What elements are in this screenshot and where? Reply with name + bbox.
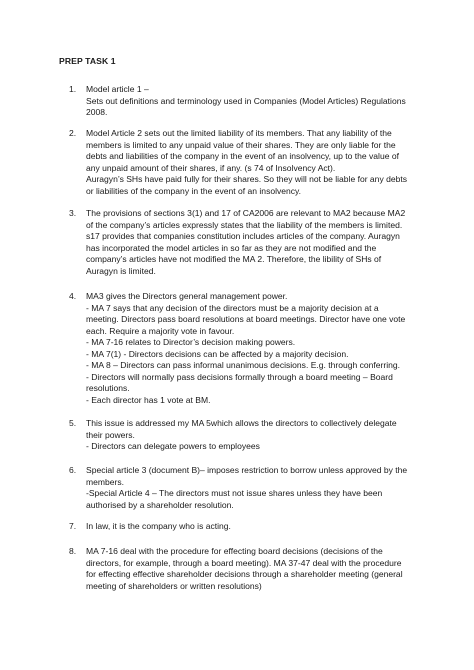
list-item-6 (59, 465, 431, 511)
item-line: or liabilities of the company in the event of an insolvency. (86, 185, 302, 196)
item-number: 5. (69, 418, 77, 428)
item-line: of the company’s articles expressly states that the liability of the members is limited. (86, 219, 403, 230)
item-line: Sets out definitions and terminology used in Companies (Model Articles) Regulations (86, 95, 406, 106)
item-line: directors, for example, through a board meeting). MA 37-47 deal with the procedure (86, 557, 402, 568)
item-line: -Special Article 4 – The directors must not issue shares unless they have been (86, 488, 383, 498)
page-title: PREP TASK 1 (59, 56, 116, 66)
item-number: 4. (69, 291, 77, 301)
item-line: authorised by a shareholder resolution. (86, 499, 234, 510)
item-line: - MA 8 – Directors can pass informal unanimous decisions. E.g. through conferring. (86, 360, 401, 370)
item-line: Auragyn is limited. (86, 265, 156, 276)
item-line: Model article 1 – (86, 84, 149, 94)
item-line: resolutions. (86, 383, 130, 393)
item-line: - MA 7 says that any decision of the directors must be a majority decision at a (86, 302, 379, 313)
item-line: - MA 7-16 relates to Director’s decision making powers. (86, 337, 296, 347)
item-line: has incorporated the model articles in so far as they are not modified and the (86, 242, 377, 253)
item-body (86, 84, 431, 119)
item-number: 6. (69, 465, 77, 475)
item-number: 1. (69, 84, 77, 94)
item-line: company’s articles have not modified the MA 2. Therefore, the libility of SHs of (86, 254, 382, 264)
item-line: MA3 gives the Directors general management power. (86, 291, 288, 301)
item-body (86, 521, 431, 533)
item-line: members is limited to any unpaid value of their shares. They are only liable for the (86, 139, 396, 150)
item-line: The provisions of sections 3(1) and 17 of CA2006 are relevant to MA2 because MA2 (86, 208, 406, 218)
item-line: members. (86, 476, 124, 487)
item-line: their powers. (86, 429, 135, 440)
item-line: each. Require a majority vote in favour. (86, 325, 235, 336)
item-line: debts and liabilities of the company in the event of an insolvency, up to the value of (86, 151, 399, 161)
item-line: 2008. (86, 107, 108, 117)
item-number: 7. (69, 521, 77, 531)
item-number: 3. (69, 208, 77, 218)
item-line: - MA 7(1) - Directors decisions can be affected by a majority decision. (86, 348, 349, 359)
item-body (86, 465, 431, 511)
item-line: - Directors will normally pass decisions formally through a board meeting – Board (86, 371, 393, 382)
item-line: In law, it is the company who is acting. (86, 521, 231, 531)
list-item-7 (59, 521, 431, 533)
item-line: meeting of shareholders or written resolutions) (86, 580, 262, 591)
item-line: MA 7-16 deal with the procedure for effecting board decisions (decisions of the (86, 546, 383, 556)
item-line: Special article 3 (document B)– imposes restriction to borrow unless approved by the (86, 465, 408, 475)
item-line: - Each director has 1 vote at BM. (86, 394, 211, 405)
item-line: any unpaid amount of their shares, if any. (s 74 of Insolvency Act). (86, 162, 336, 173)
list-item-1 (59, 84, 431, 119)
item-line: s17 provides that companies constitution includes articles of the company. Auragyn (86, 231, 400, 241)
list-item-5 (59, 418, 431, 453)
item-number: 8. (69, 546, 77, 556)
list-item-8 (59, 546, 431, 592)
item-body (86, 291, 431, 406)
item-line: This issue is addressed my MA 5which allows the directors to collectively delegate (86, 418, 397, 428)
list-item-3 (59, 208, 431, 277)
item-line: for effecting effective shareholder decisions through a shareholder meeting (general (86, 569, 403, 579)
item-body (86, 208, 431, 277)
item-line: meeting. Directors pass board resolutions at board meetings. Director have one vote (86, 314, 406, 324)
list-item-2 (59, 128, 431, 197)
item-body (86, 128, 431, 197)
item-number: 2. (69, 128, 77, 138)
item-line: Model Article 2 sets out the limited liability of its members. That any liability of the (86, 128, 392, 138)
item-line: Auragyn’s SHs have paid fully for their shares. So they will not be liable for any debts (86, 174, 407, 184)
item-body (86, 546, 431, 592)
item-body (86, 418, 431, 453)
list-item-4 (59, 291, 431, 406)
item-line: - Directors can delegate powers to employees (86, 441, 260, 451)
